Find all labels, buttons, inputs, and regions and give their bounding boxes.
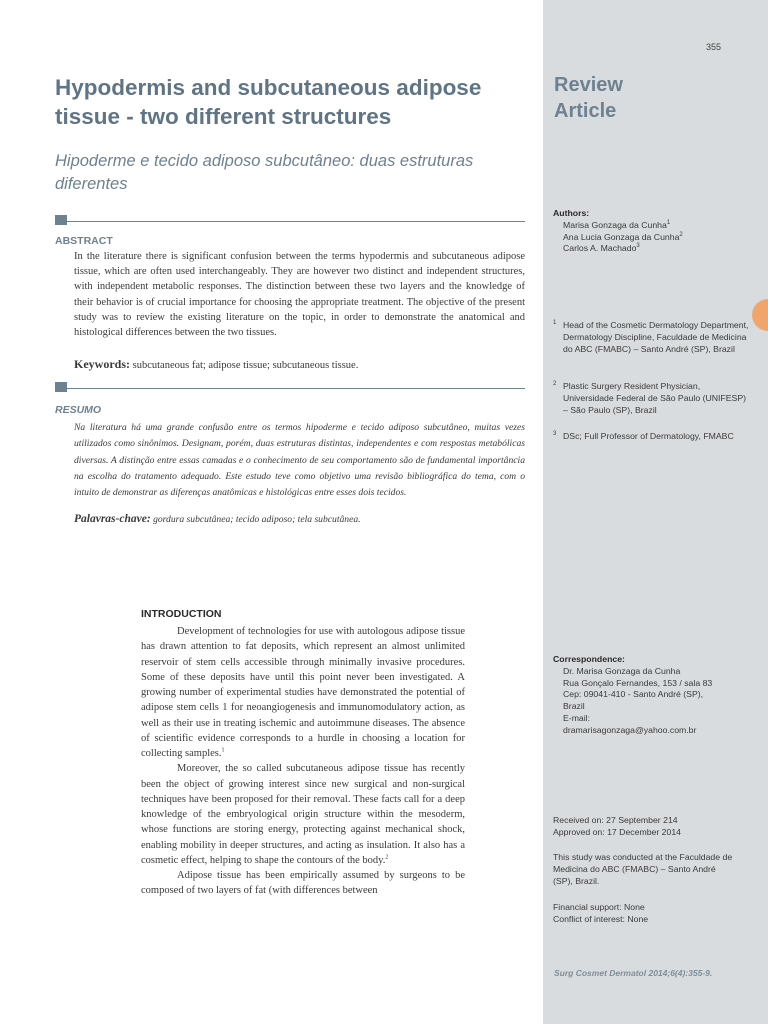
- author-item: Marisa Gonzaga da Cunha$^1$: [563, 219, 671, 230]
- abstract-marker: [55, 215, 67, 225]
- abstract-rule: [55, 221, 525, 222]
- resumo-label: RESUMO: [55, 404, 102, 416]
- abstract-label: ABSTRACT: [55, 235, 113, 247]
- author-item: Ana Lucia Gonzaga da Cunha$^2$: [563, 231, 683, 242]
- keywords: [74, 357, 525, 372]
- article-type: [554, 72, 744, 124]
- resumo-marker: [55, 382, 67, 392]
- resumo-rule: [55, 388, 525, 389]
- received-date: Received on: 27 September 214: [553, 815, 678, 825]
- keywords-label: Keywords:: [74, 357, 130, 371]
- author-item: Carlos A. Machado$^3$: [563, 243, 640, 254]
- palavras-chave: [74, 513, 525, 525]
- conducted-note: This study was conducted at the Faculdade de Medicina do ABC (FMABC) – Santo André (SP), Brazil.: [553, 852, 733, 886]
- authors-label: Authors:: [553, 208, 590, 218]
- conflict-of-interest: Conflict of interest: None: [553, 913, 649, 924]
- page-number: 355: [706, 42, 722, 52]
- intro-paragraph-1: Development of technologies for use with autologous adipose tissue has drawn attention to fat deposits, which represent an almost unlimited reservoir of stem cells accessible through minimally invasive procedures. Some of these deposits have until this point never been investigated. A growing number of experimental studies have demonstrated the potential of adipose stem cells 1 for neoangiogenesis and immunomodulatory action, as well as their use in treating ischemic and autoimmune diseases. The absence of scientific evidence corresponds to a hurdle in choosing a location for collecting samples.$^1$: [141, 626, 465, 759]
- correspondence-label: Correspondence:: [553, 654, 625, 664]
- introduction-heading: INTRODUCTION: [141, 608, 222, 620]
- correspondence-block: Correspondence: Dr. Marisa Gonzaga da Cunha Rua Gonçalo Fernandes, 153 / sala 83 Cep: 09041-410 - Santo André (SP), Brazil E-mail: dramarisagonzaga@yahoo.com.br: [553, 654, 753, 737]
- email-link[interactable]: dramarisagonzaga@yahoo.com.br: [563, 724, 697, 735]
- intro-paragraph-2: Moreover, the so called subcutaneous adipose tissue has recently been the object of growing interest since new surgical and non-surgical techniques have been proposed for their removal. These facts call for a deep knowledge of the embryological origin structure within the mesoderm, whose functions are storing energy, protecting against mechanical shock, enabling mobility in deeper structures, and acting as insulation. It also has a cosmetic effect, helping to shape the contours of the body.$^2$: [141, 763, 465, 866]
- article-title: Hypodermis and subcutaneous adipose tissue - two different structures: [55, 75, 482, 129]
- resumo-text: Na literatura há uma grande confusão entre os termos hipoderme e tecido adiposo subcutâneo, muitas vezes utilizados como sinônimos. Designam, porém, duas estruturas distintas, independentes e com respostas metabólicas diversas. A distinção entre essas camadas e o conhecimento de seu comportamento são de fundamental importância na escolha do tratamento adequado. Este estudo teve como objetivo uma revisão bibliográfica do tema, com o intuito de demonstrar as diferenças anatômicas e histológicas entre esses dois tecidos.: [74, 422, 525, 499]
- affiliation-item: 1 Head of the Cosmetic Dermatology Department, Dermatology Discipline, Faculdade de Medicina do ABC (FMABC) – Santo André (SP), Brazil: [553, 320, 749, 354]
- approved-date: Approved on: 17 December 2014: [553, 826, 681, 837]
- article-type-line-2: Article: [554, 100, 617, 122]
- reference-1: 1: [221, 747, 225, 754]
- palavras-chave-label: Palavras-chave:: [74, 513, 151, 525]
- affiliation-item: 3 DSc; Full Professor of Dermatology, FMABC: [553, 431, 734, 441]
- keywords-text: subcutaneous fat; adipose tissue; subcutaneous tissue.: [132, 360, 359, 371]
- reference-2: 2: [385, 854, 389, 861]
- journal-citation: Surg Cosmet Dermatol 2014;6(4):355-9.: [554, 968, 713, 978]
- disclosures-block: [553, 902, 753, 926]
- affiliation-item: 2 Plastic Surgery Resident Physician, Universidade Federal de São Paulo (UNIFESP) – São Paulo (SP), Brazil: [553, 381, 747, 415]
- article-subtitle: Hipoderme e tecido adiposo subcutâneo: duas estruturas diferentes: [55, 152, 474, 193]
- introduction-body: [141, 624, 465, 899]
- intro-paragraph-3: Adipose tissue has been empirically assumed by surgeons to be composed of two layers of fat (with differences between: [141, 870, 465, 897]
- authors-block: [553, 208, 753, 255]
- dates-block: [553, 815, 753, 839]
- article-type-line-1: Review: [554, 74, 623, 96]
- palavras-chave-text: gordura subcutânea; tecido adiposo; tela subcutânea.: [153, 514, 361, 525]
- abstract-text: In the literature there is significant confusion between the terms hypodermis and subcutaneous adipose tissue, which are often used interchangeably. They are however two distinct and independent structures, with independent metabolic responses. The distinction between these two layers and the knowledge of their behavior is of crucial importance for choosing the appropriate treatment. The objective of the present study was to review the existing literature on the topic, in order to demonstrate the anatomical and histological differences between the two tissues.: [74, 251, 525, 339]
- financial-support: Financial support: None: [553, 902, 645, 912]
